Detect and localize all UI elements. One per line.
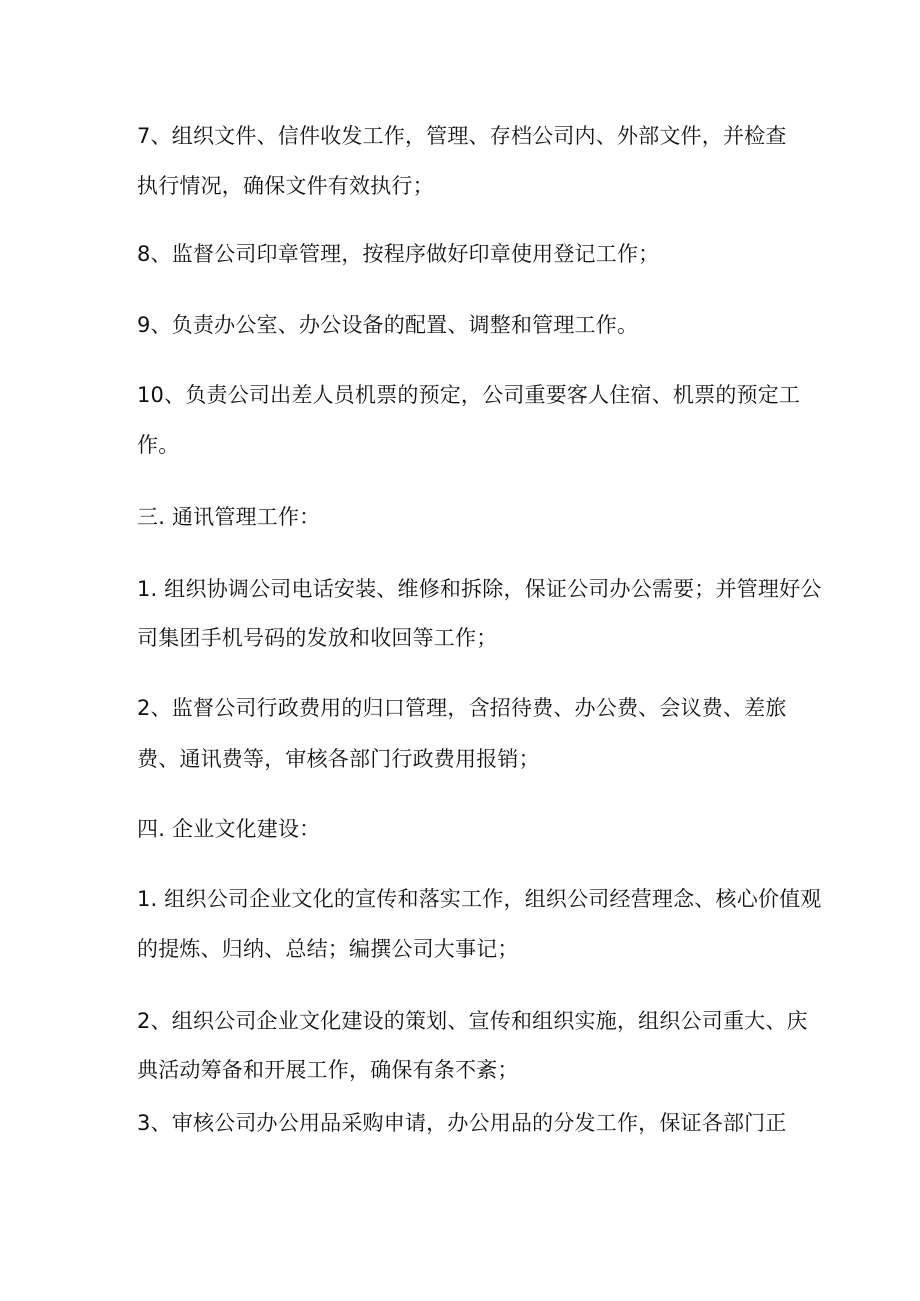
text-line-10: 2、监督公司行政费用的归口管理，含招待费、办公费、会议费、差旅 — [137, 696, 787, 720]
section-heading-culture: 四. 企业文化建设： — [137, 817, 321, 841]
text-line-4: 9、负责办公室、办公设备的配置、调整和管理工作。 — [137, 313, 639, 337]
text-line-5: 10、负责公司出差人员机票的预定，公司重要客人住宿、机票的预定工 — [137, 383, 801, 407]
text-line-2: 执行情况，确保文件有效执行； — [137, 174, 434, 198]
section-heading-communications: 三. 通讯管理工作： — [137, 505, 321, 529]
text-line-8: 1. 组织协调公司电话安装、维修和拆除，保证公司办公需要；并管理好公 — [137, 577, 822, 601]
text-line-14: 的提炼、归纳、总结；编撰公司大事记； — [137, 937, 519, 961]
text-line-17: 3、审核公司办公用品采购申请，办公用品的分发工作，保证各部门正 — [137, 1111, 787, 1135]
text-line-1: 7、组织文件、信件收发工作，管理、存档公司内、外部文件，并检查 — [137, 124, 787, 148]
text-line-15: 2、组织公司企业文化建设的策划、宣传和组织实施，组织公司重大、庆 — [137, 1009, 808, 1033]
text-line-6: 作。 — [137, 433, 180, 457]
text-line-13: 1. 组织公司企业文化的宣传和落实工作，组织公司经营理念、核心价值观 — [137, 887, 822, 911]
text-line-16: 典活动筹备和开展工作，确保有条不紊； — [137, 1058, 519, 1082]
text-line-9: 司集团手机号码的发放和收回等工作； — [137, 626, 498, 650]
text-line-3: 8、监督公司印章管理，按程序做好印章使用登记工作； — [137, 242, 660, 266]
text-line-11: 费、通讯费等，审核各部门行政费用报销； — [137, 747, 540, 771]
